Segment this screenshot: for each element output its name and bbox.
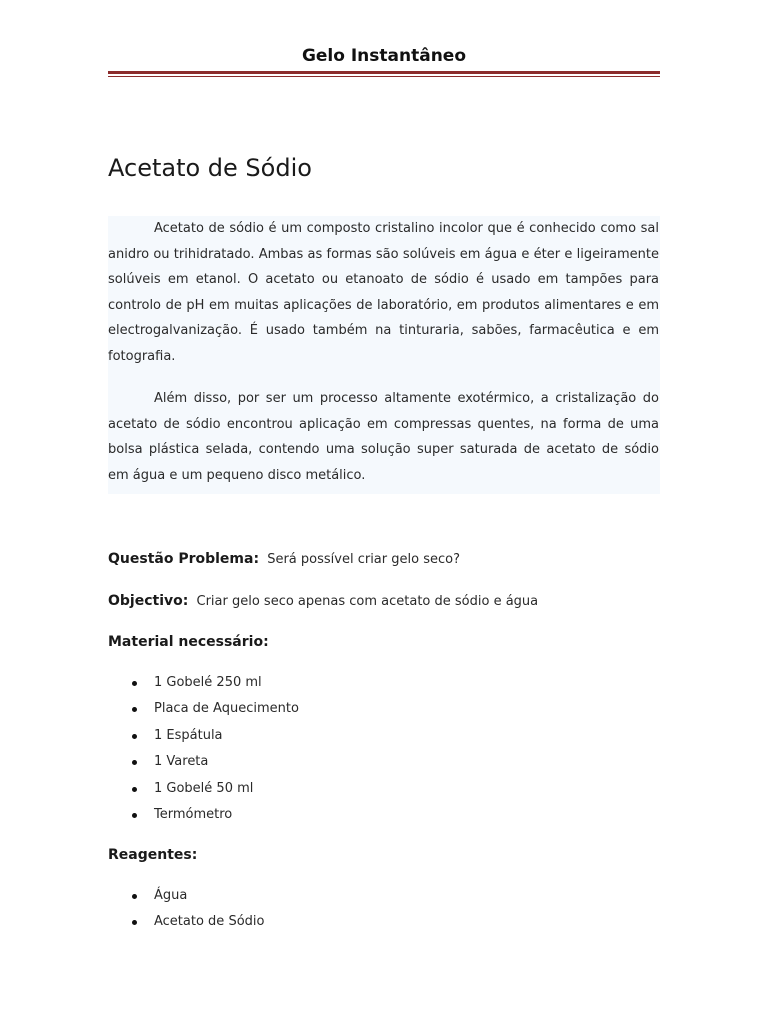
reagent-item: Acetato de Sódio bbox=[154, 914, 265, 930]
material-item: 1 Vareta bbox=[154, 754, 209, 770]
objective-label: Objectivo: bbox=[108, 593, 189, 609]
list-item bbox=[108, 670, 299, 696]
list-item bbox=[108, 696, 299, 722]
bullet-icon bbox=[132, 734, 137, 739]
material-item: Termómetro bbox=[154, 806, 233, 822]
bullet-icon bbox=[132, 681, 137, 686]
reagent-item: Água bbox=[154, 888, 188, 903]
materials-heading: Material necessário: bbox=[108, 634, 269, 650]
bullet-icon bbox=[132, 894, 137, 899]
question-label: Questão Problema: bbox=[108, 551, 260, 567]
list-item bbox=[108, 909, 264, 935]
objective-line bbox=[108, 593, 538, 609]
list-item bbox=[108, 802, 299, 828]
bullet-icon bbox=[132, 760, 137, 765]
list-item bbox=[108, 723, 299, 749]
list-item bbox=[108, 883, 264, 909]
objective-text: Criar gelo seco apenas com acetato de sódio e água bbox=[196, 594, 539, 609]
header-rule-thin bbox=[108, 76, 660, 77]
bullet-icon bbox=[132, 920, 137, 925]
material-item: 1 Gobelé 50 ml bbox=[154, 780, 254, 796]
question-line bbox=[108, 551, 460, 567]
list-item bbox=[108, 776, 299, 802]
bullet-icon bbox=[132, 707, 137, 712]
bullet-icon bbox=[132, 787, 137, 792]
bullet-icon bbox=[132, 813, 137, 818]
header-rule-thick bbox=[108, 71, 660, 74]
intro-paragraph-1: Acetato de sódio é um composto cristalino incolor que é conhecido como sal anidro ou trihidratado. Ambas as formas são solúveis em água e éter e ligeiramente solúveis em etanol. O acetato ou etanoato de sódio é usado em tampões para controlo de pH em muitas aplicações de laboratório, em produtos alimentares e em electrogalvanização. É usado também na tinturaria, sabões, farmacêutica e em fotografia. bbox=[108, 221, 659, 364]
materials-list bbox=[108, 670, 299, 828]
material-item: 1 Espátula bbox=[154, 727, 223, 743]
page-header-title: Gelo Instantâneo bbox=[301, 46, 467, 66]
material-item: 1 Gobelé 250 ml bbox=[154, 675, 262, 690]
reagents-list bbox=[108, 883, 264, 936]
list-item bbox=[108, 749, 299, 775]
document-title: Acetato de Sódio bbox=[108, 154, 312, 182]
question-text: Será possível criar gelo seco? bbox=[267, 552, 460, 567]
reagents-heading: Reagentes: bbox=[108, 847, 198, 863]
material-item: Placa de Aquecimento bbox=[154, 701, 299, 717]
intro-paragraph-2: Além disso, por ser um processo altamente exotérmico, a cristalização do acetato de sódio encontrou aplicação em compressas quentes, na forma de uma bolsa plástica selada, contendo uma solução super saturada de acetato de sódio em água e um pequeno disco metálico. bbox=[108, 391, 659, 483]
